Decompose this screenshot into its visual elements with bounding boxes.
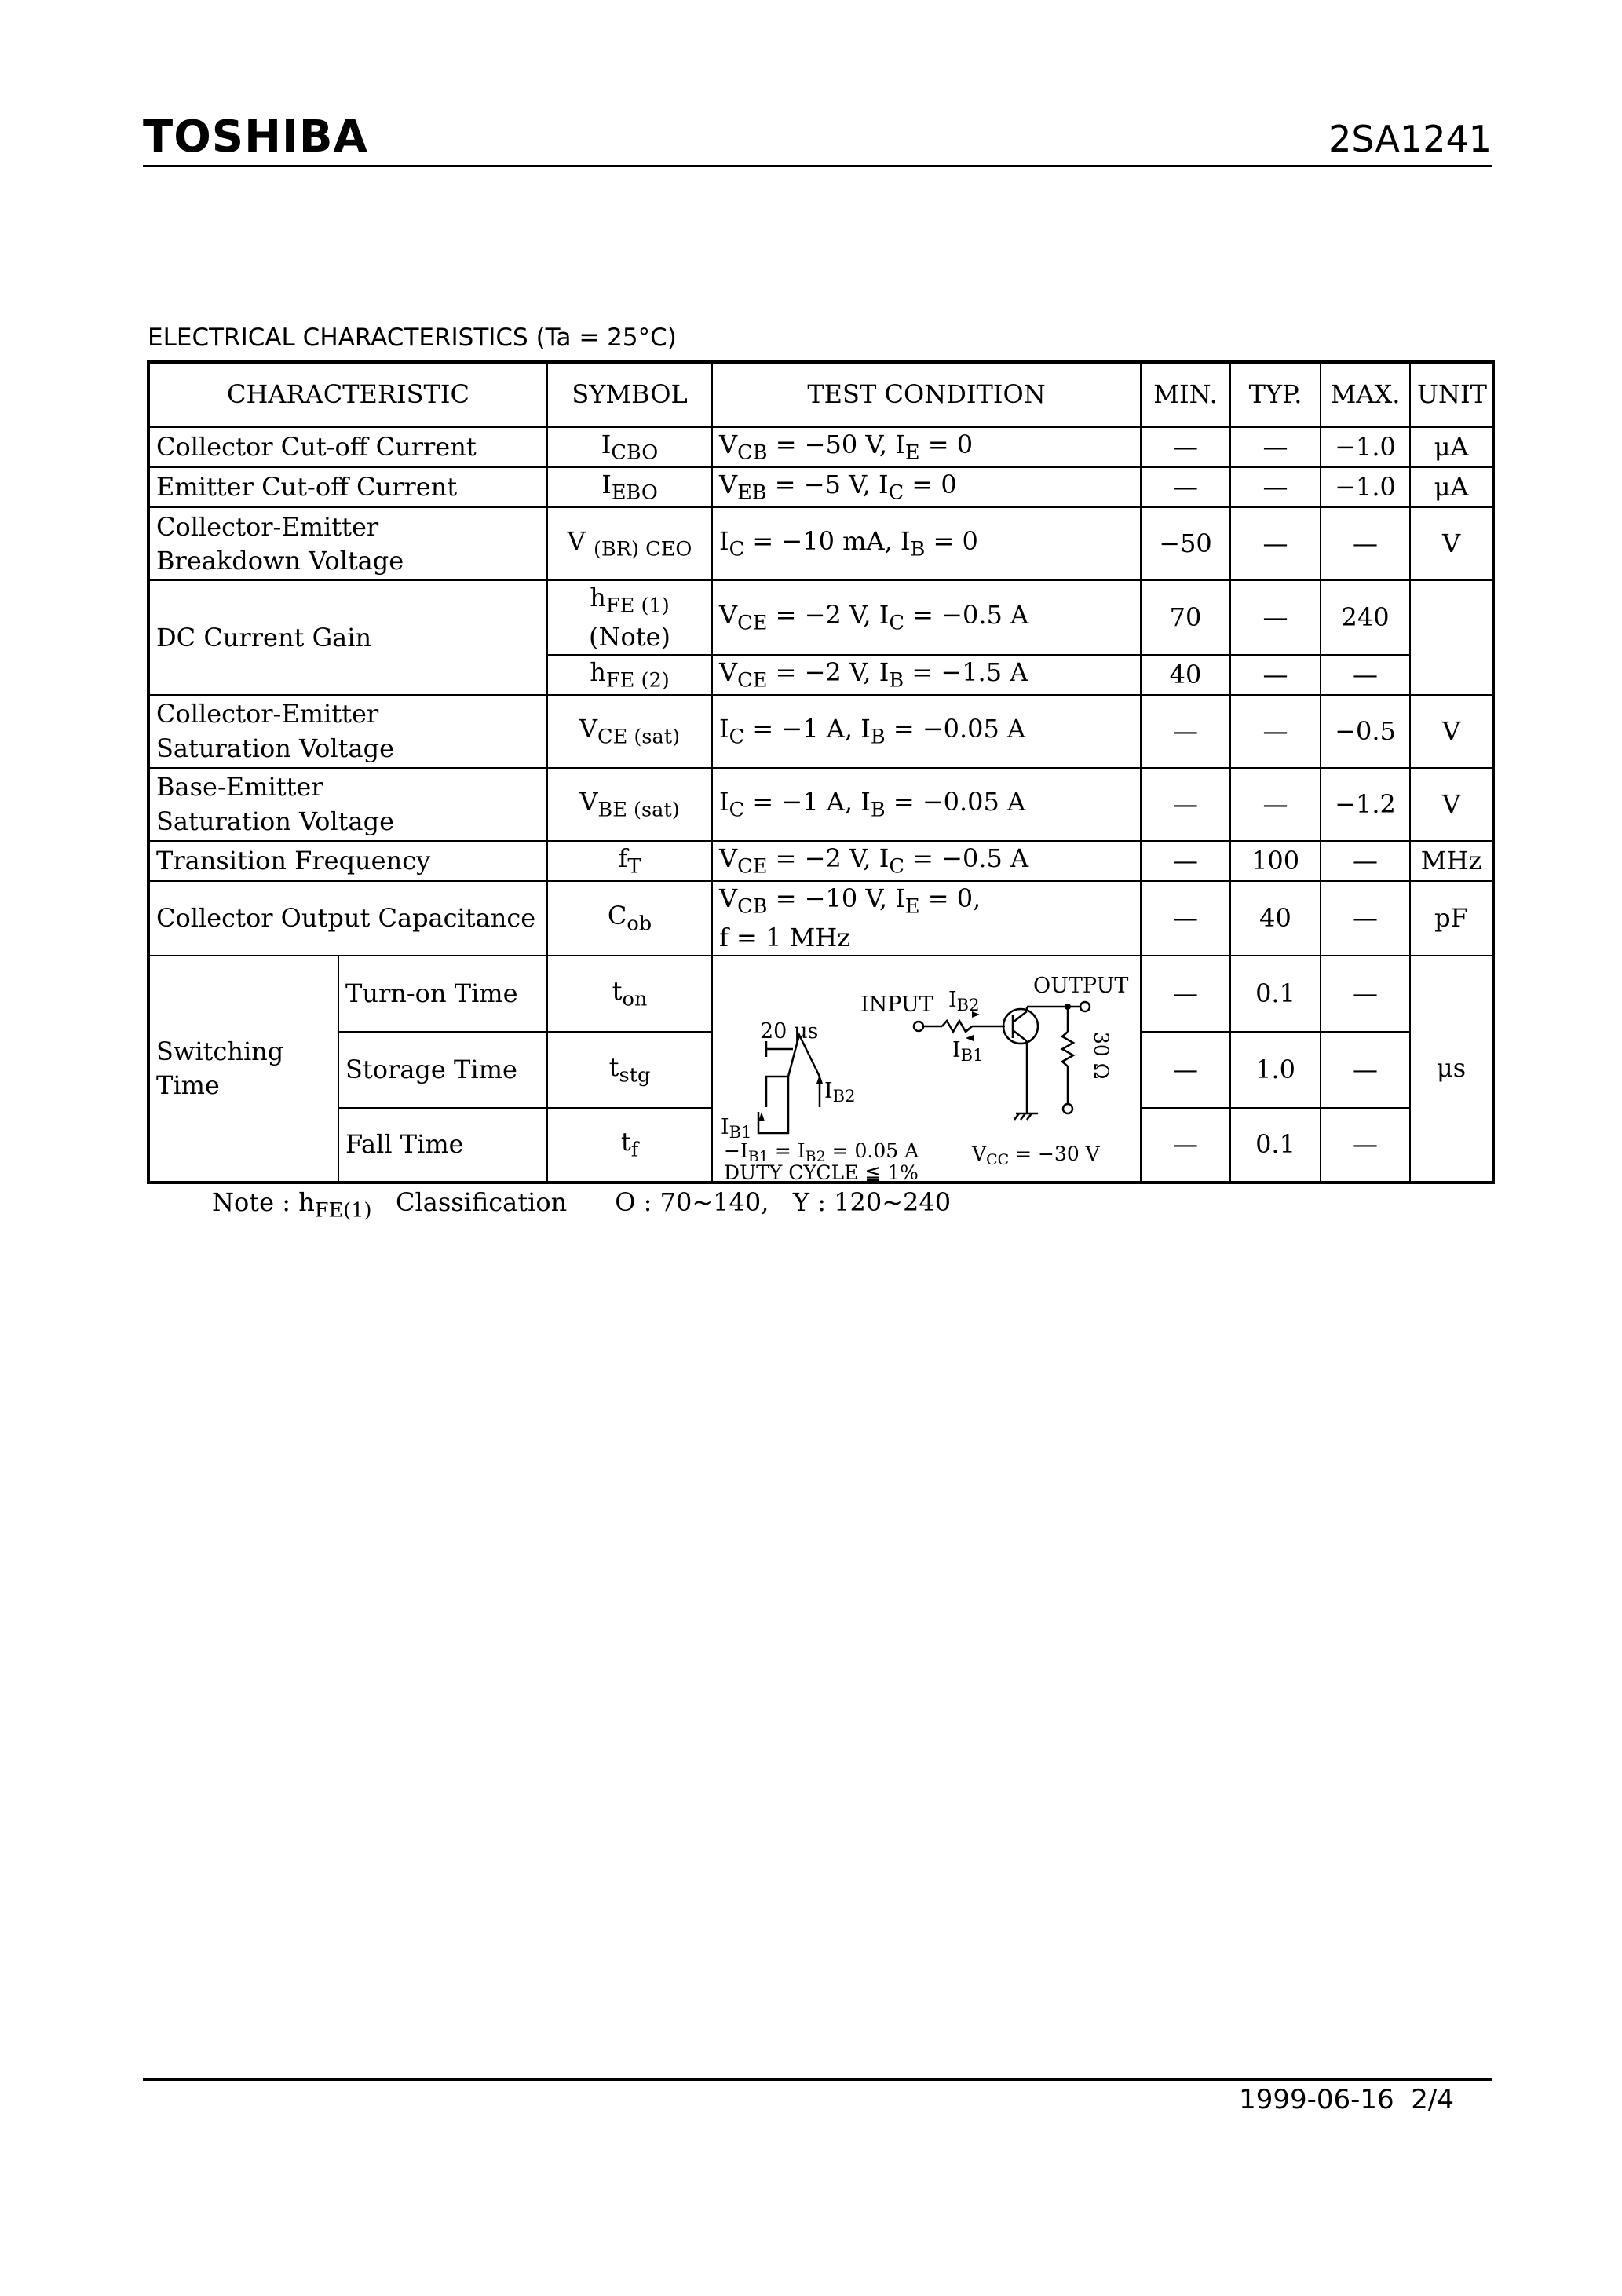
symbol-cell: $I_{CBO}$ bbox=[547, 427, 712, 467]
min-cell: 40 bbox=[1141, 655, 1230, 695]
condition-cell: $V_{CE} = -2$ V, $I_B = -1.5$ A bbox=[712, 655, 1141, 695]
table-row bbox=[148, 580, 1493, 654]
max-cell: −1.2 bbox=[1321, 768, 1410, 841]
max-cell: — bbox=[1321, 1032, 1410, 1108]
ib2-pulse-label: IB2 bbox=[824, 1078, 856, 1106]
header-min: MIN. bbox=[1141, 362, 1230, 427]
vcc-terminal bbox=[1063, 1104, 1072, 1113]
ib1-pulse-label: IB1 bbox=[721, 1114, 752, 1142]
unit-cell: V bbox=[1410, 695, 1493, 768]
transistor-symbol bbox=[1003, 1009, 1038, 1044]
output-label: OUTPUT bbox=[1033, 973, 1129, 998]
ib1-label: IB1 bbox=[952, 1037, 984, 1065]
typ-cell: — bbox=[1230, 580, 1321, 654]
part-number: 2SA1241 bbox=[1328, 118, 1492, 160]
switching-item-name: Storage Time bbox=[338, 1032, 547, 1108]
switching-item-name: Fall Time bbox=[338, 1108, 547, 1183]
pulse-waveform bbox=[758, 1077, 788, 1133]
duty-cycle-label: DUTY CYCLE ≦ 1% bbox=[724, 1161, 919, 1181]
table-row bbox=[148, 507, 1493, 580]
pulse-ramp bbox=[788, 1035, 820, 1107]
symbol-cell: $V_{CE (sat)}$ bbox=[547, 695, 712, 768]
unit-cell: V bbox=[1410, 768, 1493, 841]
table-row bbox=[148, 841, 1493, 881]
ib2-label: IB2 bbox=[948, 987, 980, 1015]
footer-date: 1999-06-16 bbox=[1239, 2084, 1394, 2115]
symbol-cell: V $_{(BR) CEO}$ bbox=[547, 507, 712, 580]
footer-page: 2/4 bbox=[1411, 2084, 1454, 2115]
switching-item-name: Turn-on Time bbox=[338, 956, 547, 1032]
header-unit: UNIT bbox=[1410, 362, 1493, 427]
resistor-label: 30 Ω bbox=[1090, 1031, 1113, 1080]
min-cell: — bbox=[1141, 956, 1230, 1032]
symbol-cell: $h_{FE (1)}$ (Note) bbox=[547, 580, 712, 654]
min-cell: — bbox=[1141, 1032, 1230, 1108]
typ-cell: 0.1 bbox=[1230, 956, 1321, 1032]
electrical-characteristics-table bbox=[147, 360, 1495, 1184]
min-cell: — bbox=[1141, 695, 1230, 768]
condition-cell: $V_{CB} = -50$ V, $I_E = 0$ bbox=[712, 427, 1141, 467]
section-title: ELECTRICAL CHARACTERISTICS (Ta = 25°C) bbox=[148, 324, 677, 352]
characteristic-cell: Base-Emitter Saturation Voltage bbox=[148, 768, 547, 841]
unit-cell: μs bbox=[1410, 956, 1493, 1183]
symbol-cell: $t_f$ bbox=[547, 1108, 712, 1183]
characteristic-cell: Collector Cut-off Current bbox=[148, 427, 547, 467]
test-circuit-diagram bbox=[713, 956, 1142, 1181]
output-terminal bbox=[1080, 1002, 1090, 1011]
characteristic-cell: DC Current Gain bbox=[148, 580, 547, 695]
header-max: MAX. bbox=[1321, 362, 1410, 427]
characteristic-cell: Collector-Emitter Saturation Voltage bbox=[148, 695, 547, 768]
max-cell: — bbox=[1321, 881, 1410, 955]
typ-cell: — bbox=[1230, 427, 1321, 467]
symbol-cell: $I_{EBO}$ bbox=[547, 467, 712, 507]
symbol-cell: $t_{on}$ bbox=[547, 956, 712, 1032]
switching-group-cell: Switching Time bbox=[148, 956, 338, 1183]
symbol-cell: $t_{stg}$ bbox=[547, 1032, 712, 1108]
symbol-cell: $f_T$ bbox=[547, 841, 712, 881]
condition-cell: $V_{CE} = -2$ V, $I_C = -0.5$ A bbox=[712, 580, 1141, 654]
min-cell: — bbox=[1141, 768, 1230, 841]
unit-cell bbox=[1410, 580, 1493, 695]
max-cell: 240 bbox=[1321, 580, 1410, 654]
max-cell: — bbox=[1321, 1108, 1410, 1183]
table-row bbox=[148, 881, 1493, 955]
max-cell: — bbox=[1321, 507, 1410, 580]
table-row bbox=[148, 768, 1493, 841]
max-cell: — bbox=[1321, 655, 1410, 695]
unit-cell: μA bbox=[1410, 427, 1493, 467]
characteristic-cell: Collector Output Capacitance bbox=[148, 881, 547, 955]
unit-cell: μA bbox=[1410, 467, 1493, 507]
condition-cell: $I_C = -1$ A, $I_B = -0.05$ A bbox=[712, 768, 1141, 841]
bias-current-label: $-I_{B1} = I_{B2} = 0.05$ A bbox=[724, 1139, 919, 1165]
vcc-label: $V_{CC} = -30$ V bbox=[972, 1142, 1100, 1168]
switching-test-circuit bbox=[712, 956, 1141, 1183]
min-cell: — bbox=[1141, 467, 1230, 507]
input-label: INPUT bbox=[860, 992, 933, 1017]
typ-cell: — bbox=[1230, 507, 1321, 580]
ib1-arrow-icon bbox=[966, 1035, 974, 1041]
pulse-width-label: 20 μs bbox=[760, 1018, 819, 1044]
min-cell: — bbox=[1141, 427, 1230, 467]
load-resistor bbox=[1062, 1032, 1073, 1066]
symbol-cell: $h_{FE (2)}$ bbox=[547, 655, 712, 695]
header-characteristic: CHARACTERISTIC bbox=[148, 362, 547, 427]
toshiba-logo: TOSHIBA bbox=[143, 112, 368, 163]
classification-note: Note : $h_{FE(1)}$ Classification O : 70~140, Y : 120~240 bbox=[212, 1187, 952, 1223]
table-row bbox=[148, 427, 1493, 467]
base-resistor bbox=[942, 1021, 972, 1032]
header-condition: TEST CONDITION bbox=[712, 362, 1141, 427]
typ-cell: 100 bbox=[1230, 841, 1321, 881]
footer-rule bbox=[143, 2078, 1492, 2081]
condition-cell: $I_C = -1$ A, $I_B = -0.05$ A bbox=[712, 695, 1141, 768]
unit-cell: MHz bbox=[1410, 841, 1493, 881]
unit-cell: V bbox=[1410, 507, 1493, 580]
min-cell: — bbox=[1141, 881, 1230, 955]
max-cell: −1.0 bbox=[1321, 467, 1410, 507]
table-row bbox=[148, 956, 1493, 1032]
typ-cell: 40 bbox=[1230, 881, 1321, 955]
footer bbox=[1239, 2084, 1454, 2115]
typ-cell: — bbox=[1230, 655, 1321, 695]
typ-cell: — bbox=[1230, 695, 1321, 768]
header-typ: TYP. bbox=[1230, 362, 1321, 427]
max-cell: — bbox=[1321, 841, 1410, 881]
header-symbol: SYMBOL bbox=[547, 362, 712, 427]
condition-cell: $V_{CE} = -2$ V, $I_C = -0.5$ A bbox=[712, 841, 1141, 881]
header-rule bbox=[143, 165, 1492, 167]
min-cell: 70 bbox=[1141, 580, 1230, 654]
typ-cell: — bbox=[1230, 768, 1321, 841]
typ-cell: 0.1 bbox=[1230, 1108, 1321, 1183]
max-cell: −0.5 bbox=[1321, 695, 1410, 768]
min-cell: — bbox=[1141, 841, 1230, 881]
symbol-cell: $V_{BE (sat)}$ bbox=[547, 768, 712, 841]
typ-cell: 1.0 bbox=[1230, 1032, 1321, 1108]
condition-cell: $V_{CB} = -10$ V, $I_E = 0$, f = 1 MHz bbox=[712, 881, 1141, 955]
unit-cell: pF bbox=[1410, 881, 1493, 955]
max-cell: −1.0 bbox=[1321, 427, 1410, 467]
typ-cell: — bbox=[1230, 467, 1321, 507]
min-cell: — bbox=[1141, 1108, 1230, 1183]
max-cell: — bbox=[1321, 956, 1410, 1032]
condition-cell: $I_C = -10$ mA, $I_B = 0$ bbox=[712, 507, 1141, 580]
min-cell: −50 bbox=[1141, 507, 1230, 580]
condition-cell: $V_{EB} = -5$ V, $I_C = 0$ bbox=[712, 467, 1141, 507]
table-header-row bbox=[148, 362, 1493, 427]
characteristic-cell: Transition Frequency bbox=[148, 841, 547, 881]
characteristic-cell: Emitter Cut-off Current bbox=[148, 467, 547, 507]
table-row bbox=[148, 467, 1493, 507]
input-terminal bbox=[914, 1022, 923, 1031]
ib2-pulse-arrow-icon bbox=[816, 1074, 823, 1084]
characteristic-cell: Collector-Emitter Breakdown Voltage bbox=[148, 507, 547, 580]
table-row bbox=[148, 695, 1493, 768]
symbol-cell: $C_{ob}$ bbox=[547, 881, 712, 955]
